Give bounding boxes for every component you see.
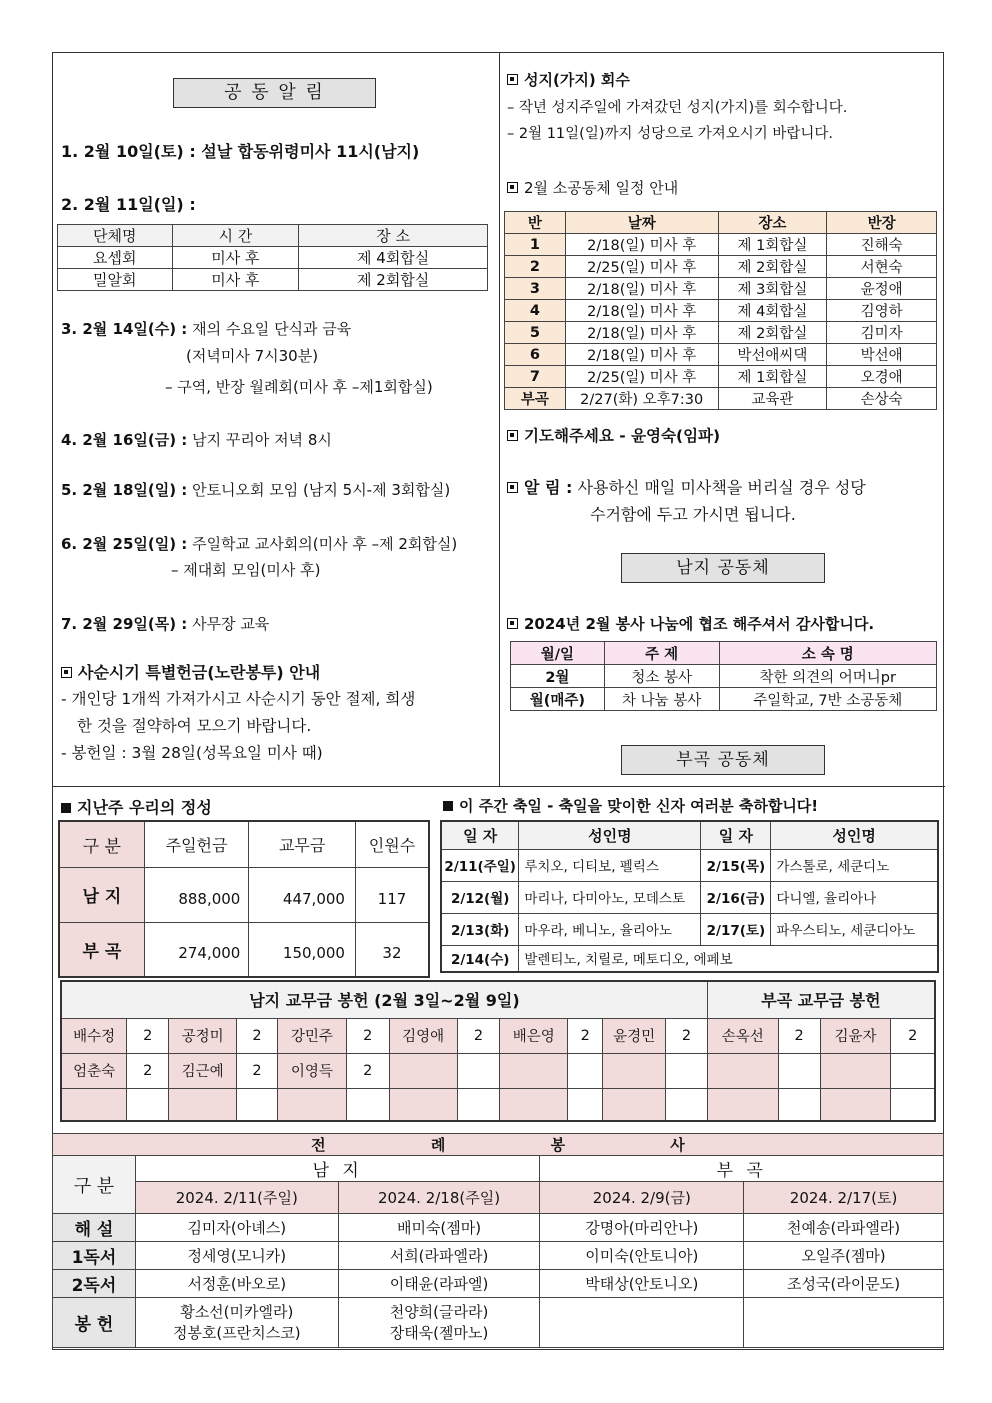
table-cell: 2/13(화) bbox=[441, 913, 519, 945]
offering-title: 지난주 우리의 정성 bbox=[77, 798, 212, 817]
table-cell: 마우라, 베니노, 율리아노 bbox=[519, 913, 701, 945]
table-header: 장 소 bbox=[299, 225, 488, 247]
tithe-amount: 2 bbox=[127, 1018, 169, 1053]
tithe-amount: 2 bbox=[457, 1018, 500, 1053]
square-bullet-icon bbox=[507, 74, 518, 85]
liturgy-table bbox=[52, 1133, 944, 1348]
tithe-name bbox=[389, 1053, 457, 1088]
notice-item-6 bbox=[61, 533, 457, 554]
square-bullet-icon bbox=[507, 182, 518, 193]
table-header: 성인명 bbox=[771, 821, 938, 849]
palm-line-1: – 작년 성지주일에 가져갔던 성지(가지)를 회수합니다. bbox=[507, 100, 848, 116]
tithe-amount bbox=[127, 1088, 169, 1121]
table-cell: 교육관 bbox=[718, 388, 827, 410]
tithe-name: 김윤자 bbox=[820, 1018, 891, 1053]
tithe-amount bbox=[237, 1088, 278, 1121]
tithe-amount: 2 bbox=[568, 1018, 603, 1053]
tithe-amount bbox=[666, 1088, 708, 1121]
table-cell: 2/27(화) 오후7:30 bbox=[565, 388, 718, 410]
table-cell: 제 4회합실 bbox=[299, 247, 488, 269]
notice-item-2: 2. 2월 11일(일) : bbox=[61, 195, 196, 214]
table-cell: 오경애 bbox=[827, 366, 937, 388]
tithe-amount bbox=[568, 1053, 603, 1088]
tithe-amount bbox=[457, 1088, 500, 1121]
table-cell: 1 bbox=[505, 234, 566, 256]
tithe-name bbox=[707, 1088, 778, 1121]
tithe-name bbox=[500, 1053, 568, 1088]
table-cell: 4 bbox=[505, 300, 566, 322]
table-cell: 파우스티노, 세쿤디아노 bbox=[771, 913, 938, 945]
feast-heading bbox=[443, 795, 818, 816]
thanks-text: 2024년 2월 봉사 나눔에 협조 해주셔서 감사합니다. bbox=[524, 615, 875, 633]
notice-item-3-sub2: – 구역, 반장 월례회(미사 후 –제1회합실) bbox=[165, 378, 433, 396]
section-divider bbox=[53, 786, 945, 787]
notice-item-7-text: 사무장 교육 bbox=[192, 615, 270, 633]
table-header: 시 간 bbox=[172, 225, 299, 247]
table-row bbox=[53, 1214, 944, 1242]
liturgy-cell bbox=[744, 1298, 944, 1348]
table-cell: 월(매주) bbox=[511, 688, 605, 711]
liturgy-cell: 서정훈(바오로) bbox=[135, 1270, 338, 1298]
table-cell: 2/18(일) 미사 후 bbox=[565, 300, 718, 322]
tithe-amount bbox=[346, 1088, 389, 1121]
table-cell: 박선애씨댁 bbox=[718, 344, 827, 366]
liturgy-cell: 김미자(아녜스) bbox=[135, 1214, 338, 1242]
palm-title: 성지(가지) 회수 bbox=[524, 71, 630, 89]
table-cell: 김영하 bbox=[827, 300, 937, 322]
table-cell: 2/25(일) 미사 후 bbox=[565, 366, 718, 388]
tithe-name bbox=[603, 1088, 666, 1121]
table-cell: 미사 후 bbox=[172, 247, 299, 269]
offering-table bbox=[58, 820, 430, 978]
notice-item-7 bbox=[61, 613, 269, 634]
notice-line-1 bbox=[507, 475, 866, 498]
tithe-name bbox=[277, 1088, 346, 1121]
table-header: 일 자 bbox=[701, 821, 771, 849]
square-bullet-icon bbox=[507, 482, 518, 493]
table-cell: 진해숙 bbox=[827, 234, 937, 256]
table-cell: 마리나, 다미아노, 모데스토 bbox=[519, 881, 701, 913]
table-header: 단체명 bbox=[58, 225, 173, 247]
liturgy-row-label: 2독서 bbox=[53, 1270, 136, 1298]
notice-item-6-label: 6. 2월 25일(일) : bbox=[61, 535, 188, 553]
tithe-amount: 2 bbox=[237, 1053, 278, 1088]
table-row bbox=[61, 1018, 935, 1053]
liturgy-name: 황소선(미카엘라) bbox=[180, 1302, 294, 1321]
square-bullet-icon bbox=[507, 618, 518, 629]
table-cell: 2/17(토) bbox=[701, 913, 771, 945]
table-header: 주일헌금 bbox=[144, 821, 249, 867]
special-offering-title: 사순시기 특별헌금(노란봉투) 안내 bbox=[78, 663, 321, 682]
tithe-name: 강민주 bbox=[277, 1018, 346, 1053]
notice-item-3 bbox=[61, 318, 351, 339]
notice-line-2: 수거함에 두고 가시면 됩니다. bbox=[590, 505, 796, 524]
tithe-name: 배수정 bbox=[61, 1018, 127, 1053]
small-community-table bbox=[504, 211, 937, 410]
liturgy-title: 전 례 봉 사 bbox=[53, 1134, 944, 1156]
table-row bbox=[441, 881, 938, 913]
liturgy-category: 구 분 bbox=[53, 1156, 136, 1214]
small-community-heading bbox=[507, 177, 678, 198]
table-row-label: 남 지 bbox=[59, 867, 144, 922]
table-header: 반장 bbox=[827, 212, 937, 234]
table-row bbox=[53, 1242, 944, 1270]
tithe-amount bbox=[457, 1053, 500, 1088]
table-cell: 손상숙 bbox=[827, 388, 937, 410]
notice-item-4-label: 4. 2월 16일(금) : bbox=[61, 431, 188, 449]
table-row bbox=[61, 1088, 935, 1121]
filled-square-bullet-icon bbox=[61, 803, 71, 813]
special-offering-line-1: - 개인당 1개씩 가져가시고 사순시기 동안 절제, 희생 bbox=[61, 690, 416, 708]
table-cell: 2/16(금) bbox=[701, 881, 771, 913]
tithe-name bbox=[389, 1088, 457, 1121]
notice-item-4-text: 남지 꾸리아 저녁 8시 bbox=[192, 431, 332, 449]
table-cell: 제 2회합실 bbox=[299, 269, 488, 291]
palm-line-2: – 2월 11일(일)까지 성당으로 가져오시기 바랍니다. bbox=[507, 126, 834, 142]
liturgy-cell: 천예송(라파엘라) bbox=[744, 1214, 944, 1242]
liturgy-row-label: 해 설 bbox=[53, 1214, 136, 1242]
namji-tithe-title: 남지 교무금 봉헌 (2월 3일~2월 9일) bbox=[61, 981, 707, 1018]
table-cell: 박선애 bbox=[827, 344, 937, 366]
table-cell: 274,000 bbox=[144, 922, 249, 977]
tithe-name: 배은영 bbox=[500, 1018, 568, 1053]
liturgy-cell: 이태윤(라파엘) bbox=[338, 1270, 540, 1298]
table-row bbox=[505, 344, 937, 366]
table-row bbox=[505, 300, 937, 322]
liturgy-name: 정봉호(프란치스코) bbox=[172, 1323, 301, 1342]
liturgy-cell: 이미숙(안토니아) bbox=[540, 1242, 744, 1270]
tithe-name: 엄춘숙 bbox=[61, 1053, 127, 1088]
table-cell: 제 2회합실 bbox=[718, 256, 827, 278]
tithe-name: 공정미 bbox=[169, 1018, 237, 1053]
offering-heading bbox=[61, 795, 212, 818]
notice-item-3-label: 3. 2월 14일(수) : bbox=[61, 320, 188, 338]
notice-label: 알 림 : bbox=[524, 478, 573, 497]
tithe-amount: 2 bbox=[127, 1053, 169, 1088]
table-cell: 32 bbox=[355, 922, 429, 977]
liturgy-date: 2024. 2/11(주일) bbox=[135, 1182, 338, 1214]
special-offering-line-3: - 봉헌일 : 3월 28일(성목요일 미사 때) bbox=[61, 744, 323, 762]
table-cell: 2/18(일) 미사 후 bbox=[565, 322, 718, 344]
filled-square-bullet-icon bbox=[443, 801, 453, 811]
tithe-amount: 2 bbox=[778, 1018, 820, 1053]
table-cell: 부곡 bbox=[505, 388, 566, 410]
tithe-amount bbox=[891, 1088, 935, 1121]
table-cell: 루치오, 디티보, 펠릭스 bbox=[519, 849, 701, 881]
table-cell: 제 3회합실 bbox=[718, 278, 827, 300]
table-cell: 제 2회합실 bbox=[718, 322, 827, 344]
tithe-amount: 2 bbox=[237, 1018, 278, 1053]
table-cell: 7 bbox=[505, 366, 566, 388]
liturgy-cell: 서희(라파엘라) bbox=[338, 1242, 540, 1270]
notice-item-5 bbox=[61, 479, 450, 500]
table-cell: 제 4회합실 bbox=[718, 300, 827, 322]
table-cell: 2/12(월) bbox=[441, 881, 519, 913]
table-cell: 가스톨로, 세쿤디노 bbox=[771, 849, 938, 881]
tithe-name: 윤경민 bbox=[603, 1018, 666, 1053]
liturgy-cell: 정세영(모니카) bbox=[135, 1242, 338, 1270]
table-cell: 요셉회 bbox=[58, 247, 173, 269]
table-cell: 발렌티노, 치릴로, 메토디오, 에페보 bbox=[519, 945, 938, 972]
tithe-amount bbox=[666, 1053, 708, 1088]
tithe-name bbox=[820, 1088, 891, 1121]
table-header: 구 분 bbox=[59, 821, 144, 867]
tithe-amount: 2 bbox=[346, 1018, 389, 1053]
liturgy-date: 2024. 2/9(금) bbox=[540, 1182, 744, 1214]
liturgy-cell: 조성국(라이문도) bbox=[744, 1270, 944, 1298]
notice-text-1: 사용하신 매일 미사책을 버리실 경우 성당 bbox=[577, 478, 866, 497]
special-offering-heading bbox=[61, 660, 320, 683]
notice-item-5-label: 5. 2월 18일(일) : bbox=[61, 481, 188, 499]
table-cell: 2/15(목) bbox=[701, 849, 771, 881]
notice-item-6-sub: – 제대회 모임(미사 후) bbox=[171, 561, 321, 579]
table-cell: 제 1회합실 bbox=[718, 234, 827, 256]
table-row bbox=[505, 278, 937, 300]
table-cell: 서현숙 bbox=[827, 256, 937, 278]
table-cell: 청소 봉사 bbox=[604, 665, 719, 688]
liturgy-cell: 배미숙(젬마) bbox=[338, 1214, 540, 1242]
small-community-title: 2월 소공동체 일정 안내 bbox=[524, 179, 679, 197]
feast-table bbox=[440, 820, 939, 973]
table-row bbox=[441, 849, 938, 881]
table-cell: 117 bbox=[355, 867, 429, 922]
table-cell: 착한 의견의 어머니pr bbox=[719, 665, 936, 688]
table-row bbox=[53, 1270, 944, 1298]
liturgy-cell: 박태상(안토니오) bbox=[540, 1270, 744, 1298]
square-bullet-icon bbox=[507, 430, 518, 441]
palm-heading bbox=[507, 69, 630, 90]
table-header: 월/일 bbox=[511, 642, 605, 665]
table-header: 성인명 bbox=[519, 821, 701, 849]
notice-item-7-label: 7. 2월 29일(목) : bbox=[61, 615, 188, 633]
tithe-name bbox=[500, 1088, 568, 1121]
table-cell: 김미자 bbox=[827, 322, 937, 344]
liturgy-cell bbox=[540, 1298, 744, 1348]
table-cell: 차 나눔 봉사 bbox=[604, 688, 719, 711]
tithe-amount: 2 bbox=[346, 1053, 389, 1088]
notice-item-1: 1. 2월 10일(토) : 설날 합동위령미사 11시(남지) bbox=[61, 142, 420, 161]
table-cell: 5 bbox=[505, 322, 566, 344]
column-divider bbox=[499, 53, 500, 786]
tithe-name bbox=[707, 1053, 778, 1088]
table-cell: 밀알회 bbox=[58, 269, 173, 291]
tithe-name: 김영애 bbox=[389, 1018, 457, 1053]
table-row bbox=[505, 234, 937, 256]
tithe-table bbox=[60, 980, 936, 1122]
notice-item-4 bbox=[61, 429, 332, 450]
tithe-name bbox=[603, 1053, 666, 1088]
prayer-request-text: 기도해주세요 - 윤영숙(임파) bbox=[524, 427, 721, 445]
tithe-amount: 2 bbox=[891, 1018, 935, 1053]
liturgy-bugok: 부 곡 bbox=[540, 1156, 944, 1182]
table-header: 날짜 bbox=[565, 212, 718, 234]
tithe-amount bbox=[778, 1053, 820, 1088]
table-header: 인원수 bbox=[355, 821, 429, 867]
notice-item-3-sub: (저녁미사 7시30분) bbox=[186, 347, 319, 365]
table-cell: 제 1회합실 bbox=[718, 366, 827, 388]
table-cell: 미사 후 bbox=[172, 269, 299, 291]
prayer-request bbox=[507, 424, 720, 446]
table-cell: 2월 bbox=[511, 665, 605, 688]
bulletin-page bbox=[52, 52, 944, 1350]
tithe-name: 손옥선 bbox=[707, 1018, 778, 1053]
notice-item-3-text: 재의 수요일 단식과 금육 bbox=[192, 320, 352, 338]
bugok-tithe-title: 부곡 교무금 봉헌 bbox=[707, 981, 935, 1018]
table-cell: 3 bbox=[505, 278, 566, 300]
tithe-amount: 2 bbox=[666, 1018, 708, 1053]
notice-item-5-text: 안토니오회 모임 (남지 5시-제 3회합실) bbox=[192, 481, 451, 499]
table-cell: 다니엘, 율리아나 bbox=[771, 881, 938, 913]
table-cell: 2/11(주일) bbox=[441, 849, 519, 881]
table-header: 소 속 명 bbox=[719, 642, 936, 665]
liturgy-cell bbox=[338, 1298, 540, 1348]
tithe-name bbox=[169, 1088, 237, 1121]
tithe-amount bbox=[891, 1053, 935, 1088]
table-row bbox=[505, 322, 937, 344]
table-cell: 888,000 bbox=[144, 867, 249, 922]
liturgy-row-label: 1독서 bbox=[53, 1242, 136, 1270]
table-cell: 2/14(수) bbox=[441, 945, 519, 972]
common-notice-title: 공 동 알 림 bbox=[173, 78, 376, 108]
table-header: 교무금 bbox=[249, 821, 356, 867]
feast-title: 이 주간 축일 - 축일을 맞이한 신자 여러분 축하합니다! bbox=[459, 797, 819, 815]
table-cell: 2 bbox=[505, 256, 566, 278]
square-bullet-icon bbox=[61, 667, 72, 678]
liturgy-cell bbox=[135, 1298, 338, 1348]
table-row bbox=[505, 366, 937, 388]
liturgy-name: 장태욱(젤마노) bbox=[389, 1323, 489, 1342]
liturgy-date: 2024. 2/18(주일) bbox=[338, 1182, 540, 1214]
table-cell: 윤정애 bbox=[827, 278, 937, 300]
notice-item-6-text: 주일학교 교사회의(미사 후 –제 2회합실) bbox=[192, 535, 458, 553]
liturgy-date: 2024. 2/17(토) bbox=[744, 1182, 944, 1214]
table-header: 장소 bbox=[718, 212, 827, 234]
table-row bbox=[505, 388, 937, 410]
table-header: 주 제 bbox=[604, 642, 719, 665]
table-cell: 2/18(일) 미사 후 bbox=[565, 344, 718, 366]
liturgy-namji: 남 지 bbox=[135, 1156, 540, 1182]
table-row bbox=[505, 256, 937, 278]
table-cell: 2/18(일) 미사 후 bbox=[565, 234, 718, 256]
table-cell: 2/18(일) 미사 후 bbox=[565, 278, 718, 300]
volunteer-table bbox=[510, 641, 937, 711]
namji-community-title: 남지 공동체 bbox=[621, 553, 825, 583]
table-header: 일 자 bbox=[441, 821, 519, 849]
bugok-community-title: 부곡 공동체 bbox=[621, 745, 825, 775]
table-header: 반 bbox=[505, 212, 566, 234]
group-meeting-table bbox=[57, 224, 488, 291]
table-cell: 주일학교, 7반 소공동체 bbox=[719, 688, 936, 711]
table-row-label: 부 곡 bbox=[59, 922, 144, 977]
table-cell: 150,000 bbox=[249, 922, 356, 977]
table-cell: 6 bbox=[505, 344, 566, 366]
liturgy-cell: 강명아(마리안나) bbox=[540, 1214, 744, 1242]
table-row bbox=[441, 913, 938, 945]
tithe-name bbox=[61, 1088, 127, 1121]
special-offering-line-2: 한 것을 절약하여 모으기 바랍니다. bbox=[77, 717, 312, 735]
tithe-name: 이영득 bbox=[277, 1053, 346, 1088]
table-row bbox=[61, 1053, 935, 1088]
tithe-amount bbox=[778, 1088, 820, 1121]
liturgy-row-label: 봉 헌 bbox=[53, 1298, 136, 1348]
tithe-name bbox=[820, 1053, 891, 1088]
liturgy-cell: 오일주(젬마) bbox=[744, 1242, 944, 1270]
table-cell: 2/25(일) 미사 후 bbox=[565, 256, 718, 278]
tithe-amount bbox=[568, 1088, 603, 1121]
tithe-name: 김근예 bbox=[169, 1053, 237, 1088]
liturgy-name: 천양희(글라라) bbox=[389, 1302, 489, 1321]
thanks-heading bbox=[507, 613, 874, 634]
table-cell: 447,000 bbox=[249, 867, 356, 922]
